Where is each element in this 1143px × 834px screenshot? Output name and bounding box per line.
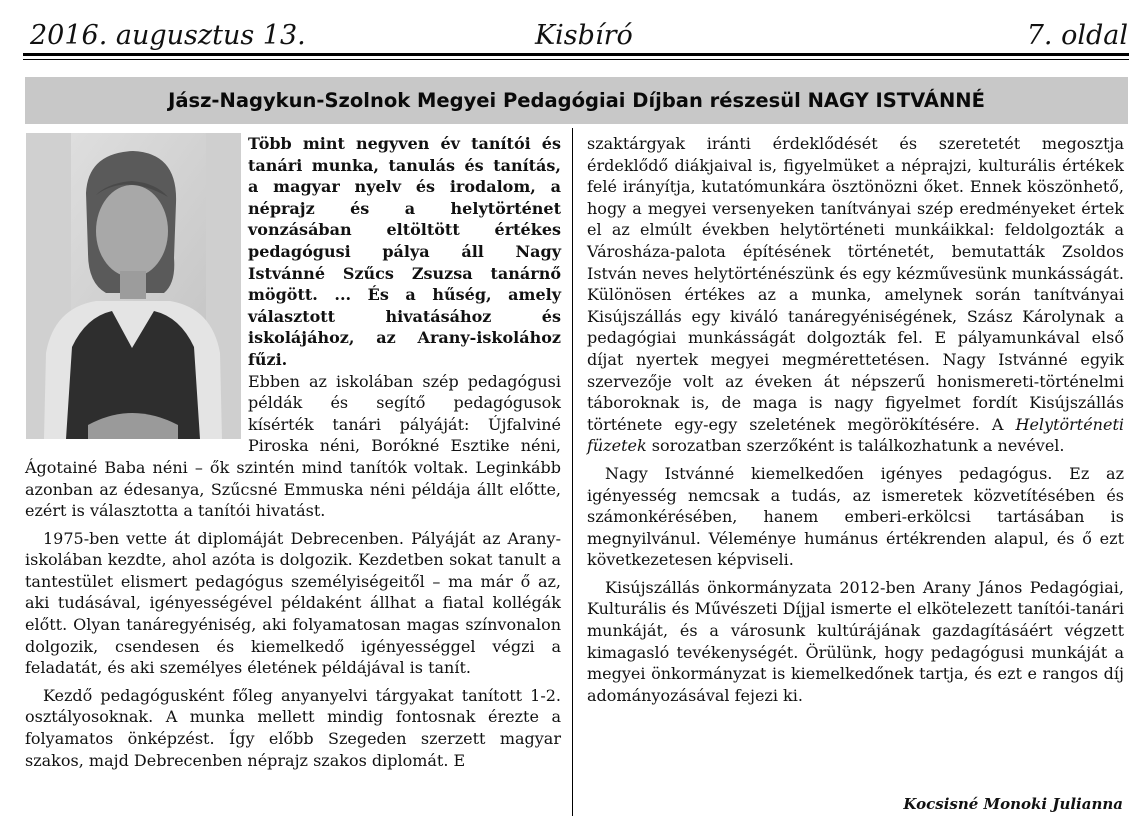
paragraph-4-end: sorozatban szerzőként is találkozhatunk a nevével. bbox=[646, 436, 1065, 456]
newspaper-title: Kisbíró bbox=[535, 20, 633, 51]
paragraph-5: Nagy Istvánné kiemelkedően igényes pedagógus. Ez az igényesség nemcsak a tudás, az ismeretek közvetítésében és számonkérésében, hanem emberi-erkölcsi tartásában is megnyilvánul. Véleménye humánus értékrenden alapul, és ő ezt következetesen képviseli. bbox=[587, 463, 1124, 570]
header-rule bbox=[23, 53, 1129, 56]
paragraph-3: Kezdő pedagógusként főleg anyanyelvi tárgyakat tanított 1-2. osztályosoknak. A munka mellett mindig fontosnak érezte a folyamatos önképzést. Így előbb Szegeden szerzett magyar szakos, majd Debrecenben néprajz szakos diplomát. E bbox=[25, 685, 561, 770]
header-rule-thin bbox=[23, 59, 1129, 60]
paragraph-4-text: szaktárgyak iránti érdeklődését és szeretetét megosztja érdeklődő diákjaival is, figyelmüket a néprajzi, kulturális értékek felé irányítja, kutatómunkára ösztönözni őket. Ennek köszönhető, hogy a megyei versenyeken tanítványai szép eredményeket értek el az elmúlt években helytörténeti munkáikkal: feldolgozták a Városháza-palota építésének történetét, bemutatták Zsoldos István neves helytörténészünk és egy kézművesünk munkásságát. Különösen értékes az a munka, amelynek során tanítványai Kisújszállás egy kiváló tanáregyéniségének, Szász Károlynak a pedagógiai munkásságát dolgozták fel. E pályamunkával első díjat nyertek megyei megmérettetésen. Nagy Istvánné egyik szervezője volt az éveken át népszerű honismereti-történelmi táboroknak is, de maga is nagy figyelmet fordít Kisújszállás története egy-egy szeletének megörökítésére. A bbox=[587, 134, 1124, 434]
paragraph-6: Kisújszállás önkormányzata 2012-ben Arany János Pedagógiai, Kulturális és Művészeti Díjjal ismerte el elkötelezett tanítói-tanári munkáját, és a városunk kultúrájának gazdagításáért végzett kimagasló tevékenységét. Örülünk, hogy pedagógusi munkáját a megyei önkormányzat is kiemelkedőnek tartja, és ezt e rangos díj adományozásával fejezi ki. bbox=[587, 577, 1124, 705]
paragraph-4 bbox=[587, 133, 1124, 457]
article-headline: Jász-Nagykun-Szolnok Megyei Pedagógiai Díjban részesül NAGY ISTVÁNNÉ bbox=[168, 89, 985, 112]
article-lead: Több mint negyven év tanítói és tanári munka, tanulás és tanítás, a magyar nyelv és irodalom, a néprajz és a helytörténet vonzásában eltöltött értékes pedagógusi pálya áll Nagy Istvánné Szűcs Zsuzsa tanárnő mögött. ... És a hűség, amely választott hivatásához és iskolájához, az Arany-iskolához fűzi. bbox=[248, 134, 561, 369]
column-divider bbox=[572, 128, 573, 816]
page-number: 7. oldal bbox=[1026, 20, 1128, 51]
article-column-left bbox=[25, 133, 561, 771]
paragraph-1: Ebben az iskolában szép pedagógusi példák és segítő pedagógusok kísérték tanári pályáját: Újfalviné Piroska néni, Borókné Esztike néni, Ágotainé Baba néni – ők szintén mind tanítók voltak. Leginkább azonban az édesanya, Szűcsné Emmuska néni példája állt előtte, ezért is választotta a tanítói hivatást. bbox=[25, 371, 561, 521]
article-column-right bbox=[587, 133, 1124, 706]
series-title: Helytörténeti füzetek bbox=[587, 414, 1124, 456]
issue-date: 2016. augusztus 13. bbox=[30, 20, 306, 51]
paragraph-2: 1975-ben vette át diplomáját Debrecenben. Pályáját az Arany-iskolában kezdte, ahol azóta is dolgozik. Kezdetben sokat tanult a tantestület elismert pedagógus személyiségeitől – ma már ő az, aki tudásával, igényességével példaként állhat a fiatal kollégák előtt. Olyan tanáregyéniség, aki folyamatosan magas színvonalon dolgozik, csendesen és kiemelkedő igényességgel végzi a feladatát, és aki személyes életének példájával is tanít. bbox=[25, 528, 561, 678]
article-author: Kocsisné Monoki Julianna bbox=[903, 795, 1123, 813]
page-header bbox=[30, 18, 1128, 54]
headline-banner bbox=[25, 77, 1128, 124]
